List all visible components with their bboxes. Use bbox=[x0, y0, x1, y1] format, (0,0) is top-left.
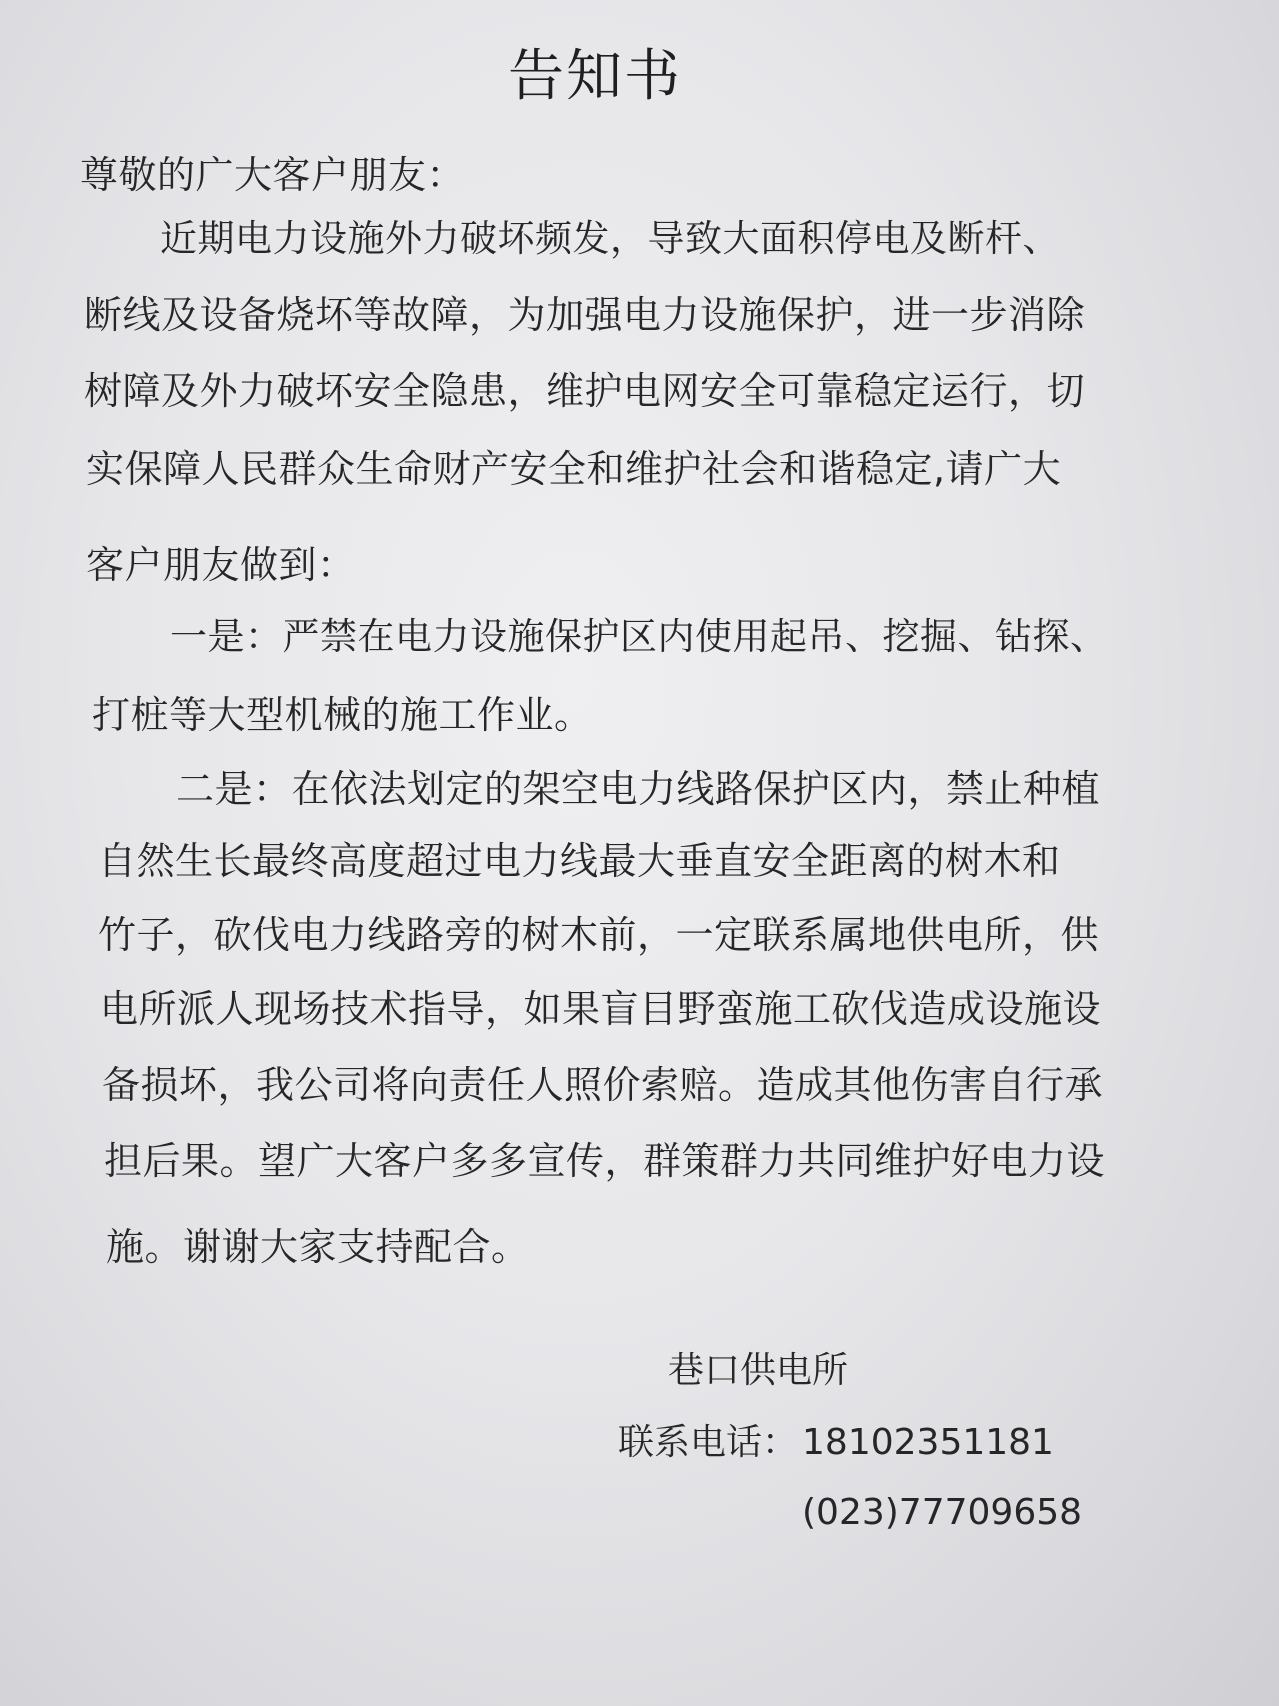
signature-phone bbox=[618, 1420, 1054, 1466]
intro-line-1: 近期电力设施外力破坏频发，导致大面积停电及断杆、 bbox=[160, 217, 1060, 260]
intro-line-5: 客户朋友做到： bbox=[86, 543, 356, 587]
item1-line-1: 一是：严禁在电力设施保护区内使用起吊、挖掘、钻探、 bbox=[170, 615, 1108, 658]
item2-line-7: 施。谢谢大家支持配合。 bbox=[106, 1225, 530, 1269]
item2-line-6: 担后果。望广大客户多多宣传，群策群力共同维护好电力设 bbox=[104, 1139, 1106, 1183]
intro-line-2: 断线及设备烧坏等故障，为加强电力设施保护，进一步消除 bbox=[84, 293, 1086, 337]
phone-label: 联系电话： bbox=[618, 1422, 799, 1463]
item2-line-3: 竹子，砍伐电力线路旁的树木前，一定联系属地供电所，供 bbox=[98, 913, 1100, 957]
phone-mobile: 18102351181 bbox=[802, 1422, 1054, 1463]
phone-landline: (023)77709658 bbox=[802, 1492, 1083, 1533]
item2-line-4: 电所派人现场技术指导，如果盲目野蛮施工砍伐造成设施设 bbox=[100, 987, 1102, 1031]
intro-line-4: 实保障人民群众生命财产安全和维护社会和谐稳定,请广大 bbox=[86, 447, 1062, 491]
item2-line-5: 备损坏，我公司将向责任人照价索赔。造成其他伤害自行承 bbox=[102, 1063, 1104, 1107]
signature-org: 巷口供电所 bbox=[668, 1350, 849, 1391]
salutation: 尊敬的广大客户朋友： bbox=[80, 153, 466, 197]
intro-line-3: 树障及外力破坏安全隐患，维护电网安全可靠稳定运行，切 bbox=[84, 369, 1086, 413]
item2-line-1: 二是：在依法划定的架空电力线路保护区内，禁止种植 bbox=[176, 767, 1101, 811]
item2-line-2: 自然生长最终高度超过电力线最大垂直安全距离的树木和 bbox=[98, 839, 1061, 883]
notice-title: 告知书 bbox=[508, 44, 682, 109]
item1-line-2: 打桩等大型机械的施工作业。 bbox=[92, 693, 593, 737]
